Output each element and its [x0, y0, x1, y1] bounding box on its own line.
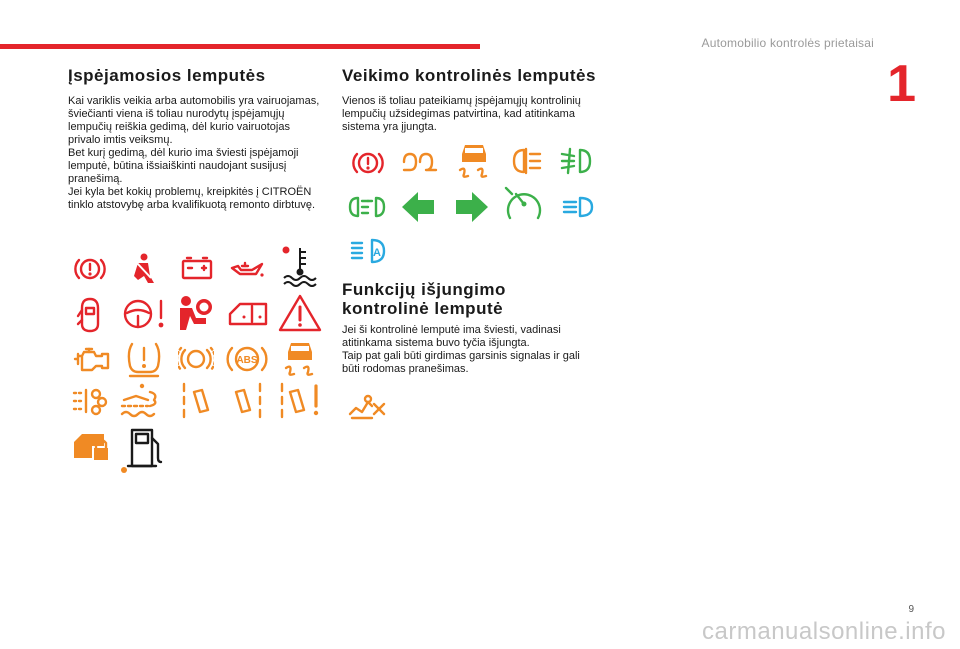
oil-pressure-icon: [228, 258, 268, 280]
chapter-number: 1: [887, 55, 916, 113]
operation-lamps-section: [342, 66, 612, 134]
tyre-pressure-icon: [124, 338, 164, 380]
warning-lamps-text: Kai variklis veikia arba automobilis yra vairuojamas, šviečianti viena iš toliau nurodytų įspėjamųjų lempučių reiškia gedimą, dėl kurio vairuotojas privalo imtis veiksmų. Bet kurį gedimą, dėl kurio ima šviesti įspėjamoji lemputė, būtina išsiaiškinti naudojant susijusį pranešimą. Jei kyla bet kokių problemų, kreipkitės į CITROËN tinklo atstovybę arba kvalifikuotą remonto dirbtuvę.: [68, 95, 320, 211]
parking-brake-on-icon: [350, 148, 386, 178]
coolant-temperature-icon: [280, 244, 320, 288]
warning-lamps-title: Įspėjamosios lemputės: [68, 66, 266, 85]
particle-filter-icon: [70, 384, 112, 418]
automatic-high-beam-icon: [348, 236, 386, 266]
abs-warning-icon: [226, 342, 268, 376]
stability-control-active-icon: [456, 140, 492, 180]
door-open-icon: [76, 296, 106, 334]
dipped-beam-icon: [560, 194, 596, 220]
page-number: 9: [908, 604, 914, 615]
section-title: Automobilio kontrolės prietaisai: [701, 36, 874, 50]
sidelamps-icon: [346, 194, 388, 220]
fuel-low-icon: [118, 424, 166, 474]
brake-pad-wear-icon: [178, 344, 214, 374]
lane-departure-left-icon: [178, 382, 214, 422]
brake-warning-icon: [72, 254, 108, 284]
lane-departure-right-icon: [228, 382, 268, 422]
top-red-bar: [0, 44, 480, 49]
door-lock-fault-icon: [70, 428, 114, 464]
power-steering-icon: [120, 296, 168, 332]
seat-belt-warning-icon: [128, 252, 158, 286]
warning-lamps-section: [68, 66, 330, 212]
left-indicator-icon: [400, 190, 436, 224]
function-off-icon: [346, 392, 386, 422]
general-warning-triangle-icon: [276, 292, 324, 334]
deactivation-lamp-text: Jei ši kontrolinė lemputė ima šviesti, vadinasi atitinkama sistema buvo tyčia išjungta. Taip pat gali būti girdimas garsinis signalas ir gali būti rodomas pranešimas.: [342, 324, 580, 375]
engine-check-icon: [72, 344, 112, 374]
operation-lamps-text: Vienos iš toliau pateikiamų įspėjamųjų kontrolinių lempučių užsidegimas patvirtina, kad atitinkama sistema yra įjungta.: [342, 95, 581, 133]
cruise-control-icon: [502, 184, 546, 224]
abs-label: ABS: [236, 355, 258, 366]
service-alert-icon: [226, 300, 272, 330]
operation-lamps-title: Veikimo kontrolinės lemputės: [342, 66, 596, 85]
stability-control-icon: [282, 338, 318, 378]
right-indicator-icon: [454, 190, 490, 224]
watermark: carmanualsonline.info: [702, 618, 946, 645]
auto-label: A: [373, 247, 381, 259]
airbag-warning-icon: [176, 294, 216, 334]
water-in-diesel-icon: [118, 382, 166, 422]
front-fog-lamp-icon: [558, 146, 596, 176]
lane-assist-fault-icon: [278, 382, 326, 422]
preheating-glow-plug-icon: [400, 150, 440, 174]
rear-fog-lamp-icon: [508, 146, 546, 176]
battery-charge-icon: [180, 255, 214, 281]
deactivation-lamp-title: Funkcijų išjungimo kontrolinė lemputė: [342, 280, 506, 318]
